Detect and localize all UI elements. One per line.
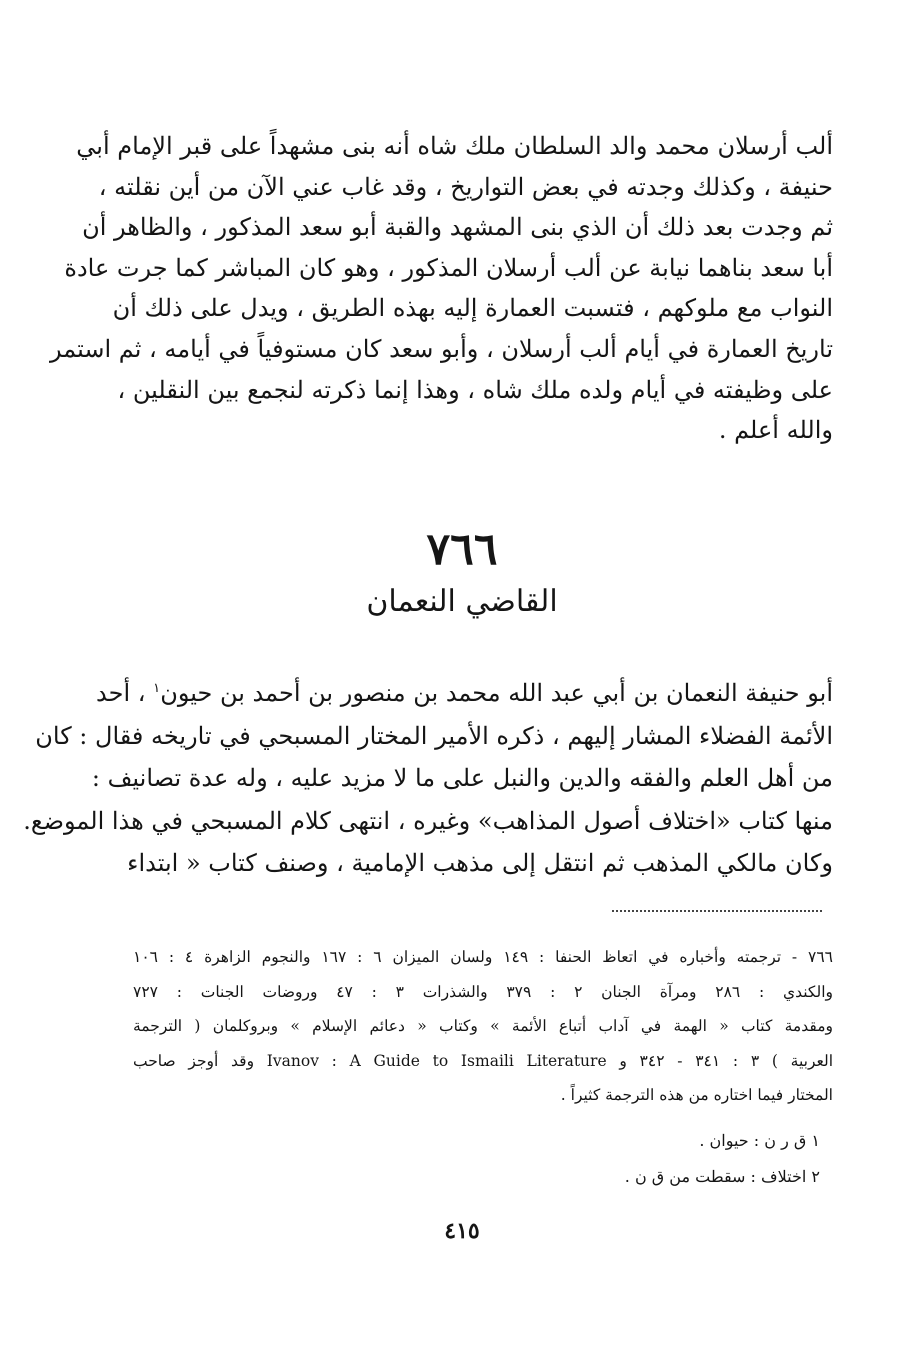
page-number: ٤١٥ bbox=[444, 1218, 480, 1244]
footnote-marker[interactable]: ١ bbox=[153, 681, 161, 696]
note-line: ومقدمة كتاب « الهمة في آداب أتباع الأئمة » وكتاب « دعائم الإسلام » وبروكلمان ( الترجمة bbox=[133, 1017, 833, 1035]
footnote-1: ١ ق ر ن : حيوان . bbox=[699, 1131, 820, 1150]
text-line: ألب أرسلان محمد والد السلطان ملك شاه أنه بنى مشهداً على قبر الإمام أبي bbox=[76, 132, 833, 160]
note-line: والكندي : ٢٨٦ ومرآة الجنان ٢ : ٣٧٩ والشذرات ٣ : ٤٧ وروضات الجنات : ٧٢٧ bbox=[133, 982, 834, 1001]
text-line: على وظيفته في أيام ولده ملك شاه ، وهذا إنما ذكرته لنجمع بين النقلين ، bbox=[117, 375, 833, 404]
footnotes bbox=[460, 1123, 820, 1195]
sources-note bbox=[133, 940, 833, 1113]
note-line: العربية ) ٣ : ٣٤١ - ٣٤٢ و Ivanov : A Guide to Ismaili Literature وقد أوجز صاحب bbox=[133, 1051, 834, 1070]
top-paragraph bbox=[49, 126, 833, 451]
text-line: تاريخ العمارة في أيام ألب أرسلان ، وأبو سعد كان مستوفياً في أيامه ، ثم استمر bbox=[49, 334, 833, 363]
text-line: منها كتاب «اختلاف أصول المذاهب» وغيره ، انتهى كلام المسبحي في هذا الموضع. bbox=[23, 806, 833, 835]
entry-number: ٧٦٦ bbox=[426, 524, 498, 575]
footnote-2: ٢ اختلاف : سقطت من ق ن . bbox=[624, 1167, 820, 1186]
note-line: المختار فيما اختاره من هذه الترجمة كثيراً . bbox=[560, 1086, 833, 1104]
text-line: ثم وجدت بعد ذلك أن الذي بنى المشهد والقبة أبو سعد المذكور ، والظاهر أن bbox=[82, 213, 833, 242]
note-line: ٧٦٦ - ترجمته وأخباره في اتعاظ الحنفا : ١٤٩ ولسان الميزان ٦ : ١٦٧ والنجوم الزاهرة ٤ : ١٠٦ bbox=[133, 948, 833, 966]
text-line: والله أعلم . bbox=[718, 416, 833, 445]
text-line: وكان مالكي المذهب ثم انتقل إلى مذهب الإمامية ، وصنف كتاب « ابتداء bbox=[127, 849, 833, 878]
text-line: حنيفة ، وكذلك وجدته في بعض التواريخ ، وقد غاب عني الآن من أين نقلته ، bbox=[98, 172, 833, 201]
text-line: من أهل العلم والفقه والدين والنبل على ما لا مزيد عليه ، وله عدة تصانيف : bbox=[91, 764, 833, 793]
entry-title: القاضي النعمان bbox=[366, 584, 558, 619]
bio-first-line: أبو حنيفة النعمان بن أبي عبد الله محمد بن منصور بن أحمد بن حيون bbox=[160, 679, 833, 707]
biography-paragraph bbox=[23, 668, 833, 885]
footnote-separator bbox=[612, 910, 822, 912]
text-line bbox=[96, 668, 833, 715]
bio-first-line-end: ، أحد bbox=[96, 679, 154, 707]
text-line: النواب مع ملوكهم ، فتسبت العمارة إليه بهذه الطريق ، ويدل على ذلك أن bbox=[112, 294, 833, 323]
text-line: أبا سعد بناهما نيابة عن ألب أرسلان المذكور ، وهو كان المباشر كما جرت عادة bbox=[64, 253, 833, 282]
text-line: الأئمة الفضلاء المشار إليهم ، ذكره الأمير المختار المسبحي في تاريخه فقال : كان bbox=[35, 721, 833, 750]
